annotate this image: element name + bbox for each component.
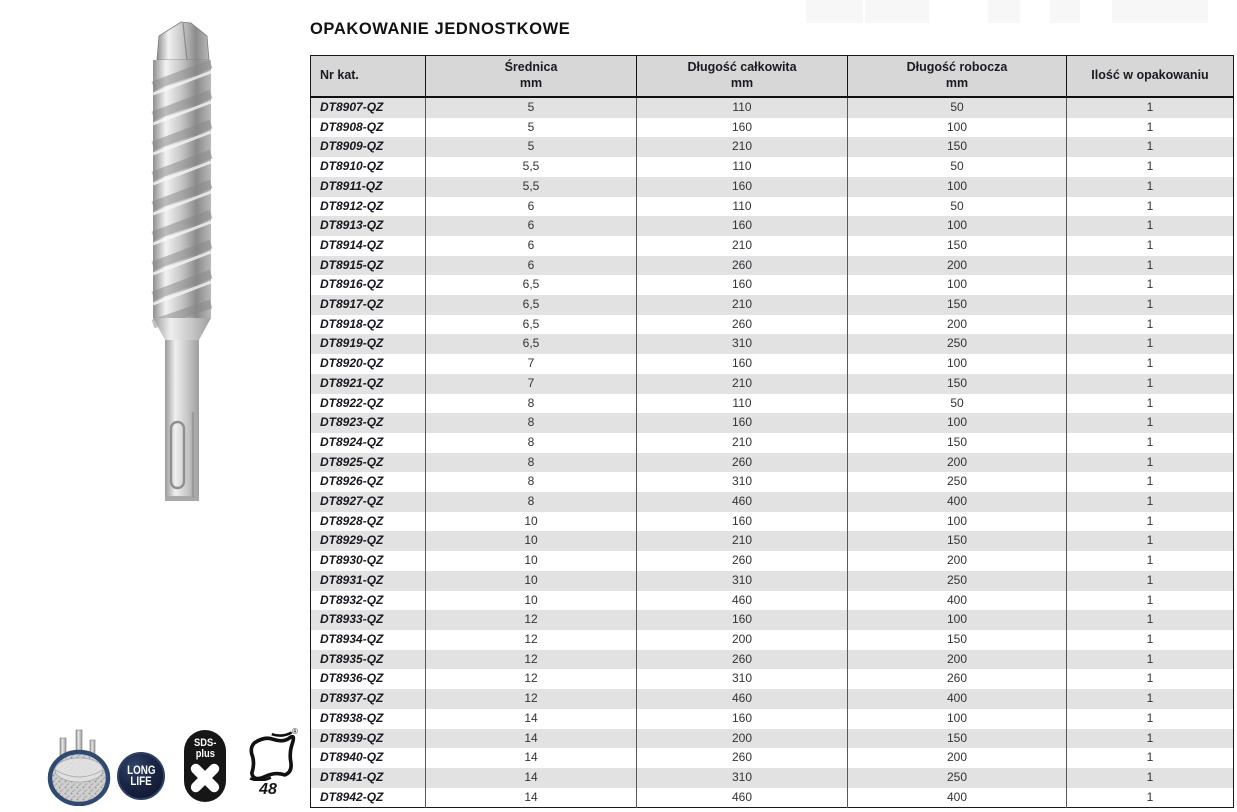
diameter-cell: 8 bbox=[426, 433, 637, 453]
working-length-cell: 100 bbox=[848, 354, 1067, 374]
total-length-cell: 110 bbox=[637, 157, 848, 177]
catalog-number-cell: DT8922-QZ bbox=[311, 394, 426, 414]
top-remnant bbox=[865, 0, 929, 23]
working-length-cell: 400 bbox=[848, 591, 1067, 611]
working-length-cell: 100 bbox=[848, 610, 1067, 630]
working-length-cell: 100 bbox=[848, 275, 1067, 295]
total-length-cell: 110 bbox=[637, 197, 848, 217]
pack-quantity-cell: 1 bbox=[1146, 730, 1154, 745]
total-length-cell: 160 bbox=[637, 512, 848, 532]
column-header-srednica: Średnica mm bbox=[426, 56, 637, 98]
pack-quantity-cell: 1 bbox=[1146, 553, 1154, 568]
diameter-cell: 12 bbox=[426, 650, 637, 670]
total-length-cell: 460 bbox=[637, 689, 848, 709]
table-row bbox=[311, 551, 1234, 571]
total-length-cell: 210 bbox=[637, 374, 848, 394]
total-length-cell: 260 bbox=[637, 650, 848, 670]
diameter-cell: 14 bbox=[426, 709, 637, 729]
catalog-number-cell: DT8923-QZ bbox=[311, 413, 426, 433]
diameter-cell: 14 bbox=[426, 788, 637, 808]
sds-plus-cross-section-icon bbox=[190, 763, 220, 793]
diameter-cell: 6,5 bbox=[426, 275, 637, 295]
total-length-cell: 160 bbox=[637, 610, 848, 630]
diameter-cell: 8 bbox=[426, 413, 637, 433]
total-length-cell: 310 bbox=[637, 334, 848, 354]
column-header-dlugosc-robocza: Długość robocza mm bbox=[848, 56, 1067, 98]
diameter-cell: 5 bbox=[426, 97, 637, 118]
catalog-number-cell: DT8917-QZ bbox=[311, 295, 426, 315]
catalog-number-cell: DT8914-QZ bbox=[311, 236, 426, 256]
table-row bbox=[311, 768, 1234, 788]
pack-quantity-cell: 1 bbox=[1146, 651, 1154, 666]
pack-quantity-cell: 1 bbox=[1146, 691, 1154, 706]
column-header-nr-kat: Nr kat. bbox=[311, 56, 426, 98]
catalog-number-cell: DT8929-QZ bbox=[311, 531, 426, 551]
pack-quantity-cell: 1 bbox=[1146, 474, 1154, 489]
total-length-cell: 160 bbox=[637, 709, 848, 729]
catalog-number-cell: DT8934-QZ bbox=[311, 630, 426, 650]
table-row bbox=[311, 453, 1234, 473]
catalog-number-cell: DT8936-QZ bbox=[311, 669, 426, 689]
total-length-cell: 110 bbox=[637, 394, 848, 414]
catalog-number-cell: DT8916-QZ bbox=[311, 275, 426, 295]
top-remnant bbox=[988, 0, 1020, 23]
catalog-number-cell: DT8930-QZ bbox=[311, 551, 426, 571]
catalog-number-cell: DT8935-QZ bbox=[311, 650, 426, 670]
total-length-cell: 260 bbox=[637, 551, 848, 571]
working-length-cell: 150 bbox=[848, 630, 1067, 650]
catalog-number-cell: DT8939-QZ bbox=[311, 729, 426, 749]
diameter-cell: 6 bbox=[426, 236, 637, 256]
diameter-cell: 6 bbox=[426, 256, 637, 276]
total-length-cell: 210 bbox=[637, 236, 848, 256]
table-row bbox=[311, 197, 1234, 217]
catalog-number-cell: DT8941-QZ bbox=[311, 768, 426, 788]
pack-quantity-cell: 1 bbox=[1146, 375, 1154, 390]
diameter-cell: 12 bbox=[426, 630, 637, 650]
total-length-cell: 110 bbox=[637, 97, 848, 118]
table-row bbox=[311, 709, 1234, 729]
catalog-number-cell: DT8908-QZ bbox=[311, 118, 426, 138]
catalog-number-cell: DT8920-QZ bbox=[311, 354, 426, 374]
pack-quantity-cell: 1 bbox=[1146, 572, 1154, 587]
working-length-cell: 50 bbox=[848, 97, 1067, 118]
total-length-cell: 310 bbox=[637, 472, 848, 492]
working-length-cell: 250 bbox=[848, 334, 1067, 354]
table-row bbox=[311, 295, 1234, 315]
diameter-cell: 8 bbox=[426, 453, 637, 473]
catalog-number-cell: DT8912-QZ bbox=[311, 197, 426, 217]
pack-quantity-cell: 1 bbox=[1146, 710, 1154, 725]
diameter-cell: 8 bbox=[426, 394, 637, 414]
page-title: OPAKOWANIE JEDNOSTKOWE bbox=[310, 20, 571, 38]
working-length-cell: 100 bbox=[848, 216, 1067, 236]
table-row bbox=[311, 334, 1234, 354]
working-length-cell: 260 bbox=[848, 669, 1067, 689]
diameter-cell: 5 bbox=[426, 118, 637, 138]
table-row bbox=[311, 610, 1234, 630]
pack-quantity-cell: 1 bbox=[1146, 178, 1154, 193]
total-length-cell: 210 bbox=[637, 531, 848, 551]
catalog-number-cell: DT8918-QZ bbox=[311, 315, 426, 335]
table-row bbox=[311, 492, 1234, 512]
total-length-cell: 160 bbox=[637, 275, 848, 295]
table-row bbox=[311, 118, 1234, 138]
table-row bbox=[311, 650, 1234, 670]
diameter-cell: 6,5 bbox=[426, 315, 637, 335]
table-row bbox=[311, 157, 1234, 177]
working-length-cell: 400 bbox=[848, 788, 1067, 808]
diameter-cell: 5,5 bbox=[426, 157, 637, 177]
diameter-cell: 14 bbox=[426, 768, 637, 788]
pack-quantity-cell: 1 bbox=[1146, 671, 1154, 686]
working-length-cell: 100 bbox=[848, 512, 1067, 532]
page-number: 48 bbox=[259, 781, 277, 798]
total-length-cell: 160 bbox=[637, 354, 848, 374]
diameter-cell: 14 bbox=[426, 729, 637, 749]
diameter-cell: 6,5 bbox=[426, 295, 637, 315]
top-remnant bbox=[806, 0, 863, 23]
pack-quantity-cell: 1 bbox=[1146, 631, 1154, 646]
table-row bbox=[311, 394, 1234, 414]
total-length-cell: 260 bbox=[637, 748, 848, 768]
working-length-cell: 200 bbox=[848, 256, 1067, 276]
pack-quantity-cell: 1 bbox=[1146, 454, 1154, 469]
table-row bbox=[311, 788, 1234, 808]
working-length-cell: 100 bbox=[848, 413, 1067, 433]
catalog-number-cell: DT8913-QZ bbox=[311, 216, 426, 236]
table-header-row bbox=[311, 56, 1234, 98]
diameter-cell: 10 bbox=[426, 551, 637, 571]
pack-quantity-cell: 1 bbox=[1146, 159, 1154, 174]
diameter-cell: 10 bbox=[426, 591, 637, 611]
diameter-cell: 6,5 bbox=[426, 334, 637, 354]
concrete-rebar-icon bbox=[46, 726, 114, 806]
total-length-cell: 310 bbox=[637, 768, 848, 788]
diameter-cell: 7 bbox=[426, 374, 637, 394]
total-length-cell: 310 bbox=[637, 669, 848, 689]
diameter-cell: 8 bbox=[426, 472, 637, 492]
pack-quantity-cell: 1 bbox=[1146, 494, 1154, 509]
diameter-cell: 10 bbox=[426, 531, 637, 551]
working-length-cell: 150 bbox=[848, 236, 1067, 256]
total-length-cell: 160 bbox=[637, 118, 848, 138]
pack-quantity-cell: 1 bbox=[1146, 119, 1154, 134]
table-row bbox=[311, 748, 1234, 768]
working-length-cell: 200 bbox=[848, 315, 1067, 335]
working-length-cell: 50 bbox=[848, 157, 1067, 177]
total-length-cell: 210 bbox=[637, 137, 848, 157]
total-length-cell: 260 bbox=[637, 256, 848, 276]
pack-quantity-cell: 1 bbox=[1146, 316, 1154, 331]
table-row bbox=[311, 97, 1234, 118]
working-length-cell: 150 bbox=[848, 137, 1067, 157]
total-length-cell: 160 bbox=[637, 413, 848, 433]
table-row bbox=[311, 571, 1234, 591]
table-row bbox=[311, 472, 1234, 492]
pack-quantity-cell: 1 bbox=[1146, 257, 1154, 272]
table-row bbox=[311, 689, 1234, 709]
working-length-cell: 200 bbox=[848, 650, 1067, 670]
pack-quantity-cell: 1 bbox=[1146, 769, 1154, 784]
working-length-cell: 250 bbox=[848, 472, 1067, 492]
working-length-cell: 150 bbox=[848, 531, 1067, 551]
pack-quantity-cell: 1 bbox=[1146, 395, 1154, 410]
working-length-cell: 150 bbox=[848, 374, 1067, 394]
pack-quantity-cell: 1 bbox=[1146, 100, 1154, 114]
catalog-number-cell: DT8932-QZ bbox=[311, 591, 426, 611]
pack-quantity-cell: 1 bbox=[1146, 513, 1154, 528]
diameter-cell: 10 bbox=[426, 512, 637, 532]
sds-plus-badge: SDS- plus bbox=[184, 730, 226, 802]
table-row bbox=[311, 177, 1234, 197]
table-row bbox=[311, 669, 1234, 689]
catalog-number-cell: DT8925-QZ bbox=[311, 453, 426, 473]
working-length-cell: 150 bbox=[848, 729, 1067, 749]
table-row bbox=[311, 315, 1234, 335]
working-length-cell: 100 bbox=[848, 709, 1067, 729]
total-length-cell: 260 bbox=[637, 315, 848, 335]
total-length-cell: 200 bbox=[637, 630, 848, 650]
table-row bbox=[311, 512, 1234, 532]
working-length-cell: 400 bbox=[848, 492, 1067, 512]
working-length-cell: 250 bbox=[848, 768, 1067, 788]
total-length-cell: 160 bbox=[637, 216, 848, 236]
top-remnant bbox=[1112, 0, 1208, 23]
pack-quantity-cell: 1 bbox=[1146, 198, 1154, 213]
diameter-cell: 12 bbox=[426, 610, 637, 630]
diameter-cell: 6 bbox=[426, 197, 637, 217]
table-row bbox=[311, 216, 1234, 236]
catalog-number-cell: DT8928-QZ bbox=[311, 512, 426, 532]
catalog-number-cell: DT8915-QZ bbox=[311, 256, 426, 276]
total-length-cell: 210 bbox=[637, 295, 848, 315]
working-length-cell: 100 bbox=[848, 118, 1067, 138]
catalog-number-cell: DT8933-QZ bbox=[311, 610, 426, 630]
column-header-ilosc: Ilość w opakowaniu bbox=[1067, 56, 1234, 98]
working-length-cell: 250 bbox=[848, 571, 1067, 591]
table-row bbox=[311, 433, 1234, 453]
table-row bbox=[311, 413, 1234, 433]
diameter-cell: 8 bbox=[426, 492, 637, 512]
table-row bbox=[311, 275, 1234, 295]
pack-quantity-cell: 1 bbox=[1146, 533, 1154, 548]
table-row bbox=[311, 236, 1234, 256]
registered-trademark: ® bbox=[292, 727, 298, 736]
pack-quantity-cell: 1 bbox=[1146, 297, 1154, 312]
working-length-cell: 50 bbox=[848, 394, 1067, 414]
diameter-cell: 14 bbox=[426, 748, 637, 768]
working-length-cell: 150 bbox=[848, 295, 1067, 315]
table-row bbox=[311, 591, 1234, 611]
diameter-cell: 12 bbox=[426, 689, 637, 709]
pack-quantity-cell: 1 bbox=[1146, 139, 1154, 154]
long-life-badge: LONG LIFE bbox=[117, 752, 165, 800]
catalog-number-cell: DT8927-QZ bbox=[311, 492, 426, 512]
catalog-number-cell: DT8926-QZ bbox=[311, 472, 426, 492]
diameter-cell: 5,5 bbox=[426, 177, 637, 197]
pack-quantity-cell: 1 bbox=[1146, 789, 1154, 804]
shank-profile-icon bbox=[242, 729, 298, 781]
catalog-number-cell: DT8931-QZ bbox=[311, 571, 426, 591]
pack-quantity-cell: 1 bbox=[1146, 434, 1154, 449]
table-row bbox=[311, 531, 1234, 551]
catalog-number-cell: DT8919-QZ bbox=[311, 334, 426, 354]
catalog-number-cell: DT8921-QZ bbox=[311, 374, 426, 394]
total-length-cell: 460 bbox=[637, 492, 848, 512]
catalog-number-cell: DT8938-QZ bbox=[311, 709, 426, 729]
table-row bbox=[311, 137, 1234, 157]
pack-quantity-cell: 1 bbox=[1146, 612, 1154, 627]
total-length-cell: 160 bbox=[637, 177, 848, 197]
table-row bbox=[311, 354, 1234, 374]
working-length-cell: 100 bbox=[848, 177, 1067, 197]
total-length-cell: 460 bbox=[637, 788, 848, 808]
pack-quantity-cell: 1 bbox=[1146, 336, 1154, 351]
diameter-cell: 5 bbox=[426, 137, 637, 157]
drill-bit-image bbox=[145, 14, 245, 506]
pack-quantity-cell: 1 bbox=[1146, 415, 1154, 430]
catalog-number-cell: DT8940-QZ bbox=[311, 748, 426, 768]
total-length-cell: 200 bbox=[637, 729, 848, 749]
pack-quantity-cell: 1 bbox=[1146, 750, 1154, 765]
catalog-number-cell: DT8910-QZ bbox=[311, 157, 426, 177]
total-length-cell: 460 bbox=[637, 591, 848, 611]
diameter-cell: 7 bbox=[426, 354, 637, 374]
diameter-cell: 12 bbox=[426, 669, 637, 689]
catalog-number-cell: DT8942-QZ bbox=[311, 788, 426, 808]
working-length-cell: 400 bbox=[848, 689, 1067, 709]
table-row bbox=[311, 374, 1234, 394]
total-length-cell: 210 bbox=[637, 433, 848, 453]
table-row bbox=[311, 630, 1234, 650]
top-remnant bbox=[1050, 0, 1080, 23]
total-length-cell: 260 bbox=[637, 453, 848, 473]
column-header-dlugosc-calkowita: Długość całkowita mm bbox=[637, 56, 848, 98]
working-length-cell: 200 bbox=[848, 551, 1067, 571]
total-length-cell: 310 bbox=[637, 571, 848, 591]
table-row bbox=[311, 256, 1234, 276]
catalog-number-cell: DT8937-QZ bbox=[311, 689, 426, 709]
pack-quantity-cell: 1 bbox=[1146, 356, 1154, 371]
pack-quantity-cell: 1 bbox=[1146, 592, 1154, 607]
diameter-cell: 6 bbox=[426, 216, 637, 236]
working-length-cell: 200 bbox=[848, 453, 1067, 473]
catalog-number-cell: DT8909-QZ bbox=[311, 137, 426, 157]
pack-quantity-cell: 1 bbox=[1146, 237, 1154, 252]
working-length-cell: 150 bbox=[848, 433, 1067, 453]
working-length-cell: 50 bbox=[848, 197, 1067, 217]
pack-quantity-cell: 1 bbox=[1146, 218, 1154, 233]
product-table bbox=[310, 55, 1234, 808]
table-row bbox=[311, 729, 1234, 749]
catalog-number-cell: DT8911-QZ bbox=[311, 177, 426, 197]
catalog-number-cell: DT8907-QZ bbox=[311, 97, 426, 118]
working-length-cell: 200 bbox=[848, 748, 1067, 768]
diameter-cell: 10 bbox=[426, 571, 637, 591]
catalog-number-cell: DT8924-QZ bbox=[311, 433, 426, 453]
pack-quantity-cell: 1 bbox=[1146, 277, 1154, 292]
